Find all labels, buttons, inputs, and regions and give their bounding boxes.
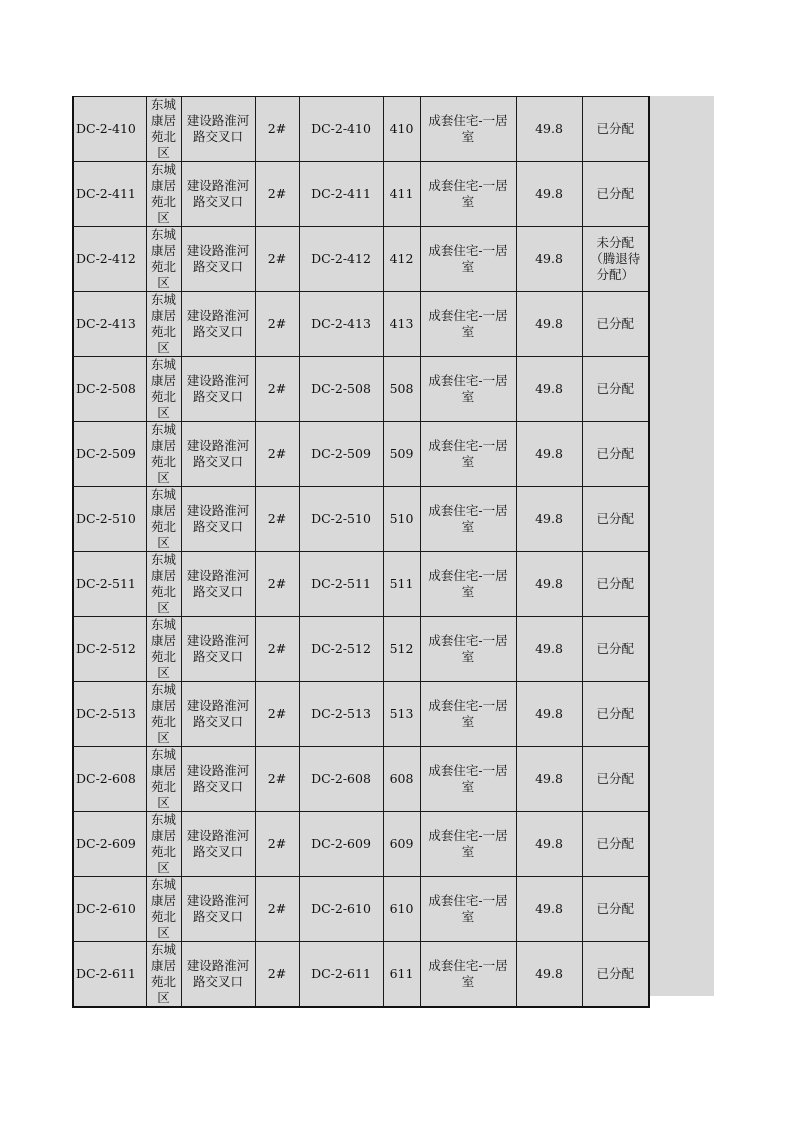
cell-room: 412	[383, 227, 420, 292]
table-row	[73, 877, 649, 942]
cell-status: 已分配	[582, 357, 649, 422]
cell-location: 建设路淮河路交叉口	[181, 357, 255, 422]
cell-district: 东城康居苑北区	[146, 942, 181, 1008]
cell-area: 49.8	[516, 942, 582, 1008]
cell-unit-code: DC-2-411	[299, 162, 383, 227]
cell-area: 49.8	[516, 812, 582, 877]
cell-unit-code: DC-2-608	[299, 747, 383, 812]
cell-code: DC-2-513	[73, 682, 146, 747]
cell-area: 49.8	[516, 162, 582, 227]
cell-code: DC-2-512	[73, 617, 146, 682]
cell-location: 建设路淮河路交叉口	[181, 292, 255, 357]
cell-area: 49.8	[516, 292, 582, 357]
cell-status: 已分配	[582, 747, 649, 812]
cell-unit-code: DC-2-609	[299, 812, 383, 877]
cell-room: 413	[383, 292, 420, 357]
cell-unit-code: DC-2-509	[299, 422, 383, 487]
cell-room: 512	[383, 617, 420, 682]
cell-room: 509	[383, 422, 420, 487]
cell-building: 2#	[255, 487, 299, 552]
cell-building: 2#	[255, 617, 299, 682]
cell-building: 2#	[255, 682, 299, 747]
cell-unit-code: DC-2-512	[299, 617, 383, 682]
cell-location: 建设路淮河路交叉口	[181, 747, 255, 812]
cell-status: 已分配	[582, 682, 649, 747]
housing-allocation-table	[72, 96, 650, 1008]
cell-room: 610	[383, 877, 420, 942]
cell-location: 建设路淮河路交叉口	[181, 877, 255, 942]
cell-room: 511	[383, 552, 420, 617]
cell-district: 东城康居苑北区	[146, 97, 181, 162]
cell-location: 建设路淮河路交叉口	[181, 97, 255, 162]
cell-code: DC-2-508	[73, 357, 146, 422]
cell-location: 建设路淮河路交叉口	[181, 812, 255, 877]
cell-code: DC-2-611	[73, 942, 146, 1008]
cell-location: 建设路淮河路交叉口	[181, 617, 255, 682]
cell-area: 49.8	[516, 357, 582, 422]
table-row	[73, 357, 649, 422]
table-row	[73, 747, 649, 812]
cell-building: 2#	[255, 162, 299, 227]
table-row	[73, 552, 649, 617]
cell-code: DC-2-412	[73, 227, 146, 292]
table-row	[73, 227, 649, 292]
cell-status: 已分配	[582, 487, 649, 552]
cell-code: DC-2-610	[73, 877, 146, 942]
cell-location: 建设路淮河路交叉口	[181, 162, 255, 227]
cell-building: 2#	[255, 97, 299, 162]
cell-unit-code: DC-2-511	[299, 552, 383, 617]
cell-housing-type: 成套住宅-一居室	[420, 877, 516, 942]
cell-housing-type: 成套住宅-一居室	[420, 747, 516, 812]
cell-area: 49.8	[516, 97, 582, 162]
cell-housing-type: 成套住宅-一居室	[420, 227, 516, 292]
table-row	[73, 682, 649, 747]
cell-district: 东城康居苑北区	[146, 357, 181, 422]
cell-district: 东城康居苑北区	[146, 487, 181, 552]
cell-location: 建设路淮河路交叉口	[181, 552, 255, 617]
cell-housing-type: 成套住宅-一居室	[420, 812, 516, 877]
cell-code: DC-2-608	[73, 747, 146, 812]
cell-location: 建设路淮河路交叉口	[181, 682, 255, 747]
table-row	[73, 942, 649, 1008]
cell-area: 49.8	[516, 877, 582, 942]
cell-area: 49.8	[516, 552, 582, 617]
cell-district: 东城康居苑北区	[146, 422, 181, 487]
cell-room: 411	[383, 162, 420, 227]
cell-district: 东城康居苑北区	[146, 617, 181, 682]
cell-area: 49.8	[516, 617, 582, 682]
cell-location: 建设路淮河路交叉口	[181, 227, 255, 292]
cell-location: 建设路淮河路交叉口	[181, 487, 255, 552]
cell-area: 49.8	[516, 487, 582, 552]
cell-location: 建设路淮河路交叉口	[181, 422, 255, 487]
cell-unit-code: DC-2-508	[299, 357, 383, 422]
table-row	[73, 617, 649, 682]
cell-district: 东城康居苑北区	[146, 682, 181, 747]
cell-code: DC-2-609	[73, 812, 146, 877]
cell-housing-type: 成套住宅-一居室	[420, 292, 516, 357]
cell-unit-code: DC-2-413	[299, 292, 383, 357]
cell-district: 东城康居苑北区	[146, 552, 181, 617]
cell-area: 49.8	[516, 422, 582, 487]
table-row	[73, 422, 649, 487]
cell-unit-code: DC-2-610	[299, 877, 383, 942]
cell-status: 未分配（腾退待分配）	[582, 227, 649, 292]
cell-location: 建设路淮河路交叉口	[181, 942, 255, 1008]
cell-area: 49.8	[516, 227, 582, 292]
cell-district: 东城康居苑北区	[146, 747, 181, 812]
cell-building: 2#	[255, 357, 299, 422]
cell-code: DC-2-413	[73, 292, 146, 357]
table-row	[73, 292, 649, 357]
cell-area: 49.8	[516, 747, 582, 812]
cell-unit-code: DC-2-611	[299, 942, 383, 1008]
cell-room: 508	[383, 357, 420, 422]
cell-status: 已分配	[582, 552, 649, 617]
cell-room: 609	[383, 812, 420, 877]
table-row	[73, 487, 649, 552]
cell-housing-type: 成套住宅-一居室	[420, 682, 516, 747]
cell-housing-type: 成套住宅-一居室	[420, 617, 516, 682]
cell-housing-type: 成套住宅-一居室	[420, 97, 516, 162]
cell-building: 2#	[255, 812, 299, 877]
cell-unit-code: DC-2-510	[299, 487, 383, 552]
cell-district: 东城康居苑北区	[146, 812, 181, 877]
cell-district: 东城康居苑北区	[146, 227, 181, 292]
table-row	[73, 97, 649, 162]
cell-area: 49.8	[516, 682, 582, 747]
cell-code: DC-2-509	[73, 422, 146, 487]
cell-district: 东城康居苑北区	[146, 877, 181, 942]
cell-building: 2#	[255, 552, 299, 617]
cell-status: 已分配	[582, 812, 649, 877]
cell-room: 513	[383, 682, 420, 747]
cell-code: DC-2-510	[73, 487, 146, 552]
cell-unit-code: DC-2-412	[299, 227, 383, 292]
table-row	[73, 162, 649, 227]
cell-housing-type: 成套住宅-一居室	[420, 162, 516, 227]
cell-housing-type: 成套住宅-一居室	[420, 487, 516, 552]
cell-unit-code: DC-2-410	[299, 97, 383, 162]
cell-status: 已分配	[582, 422, 649, 487]
table-row	[73, 812, 649, 877]
cell-housing-type: 成套住宅-一居室	[420, 942, 516, 1008]
cell-building: 2#	[255, 942, 299, 1008]
cell-housing-type: 成套住宅-一居室	[420, 422, 516, 487]
cell-housing-type: 成套住宅-一居室	[420, 357, 516, 422]
cell-status: 已分配	[582, 97, 649, 162]
cell-status: 已分配	[582, 877, 649, 942]
cell-status: 已分配	[582, 617, 649, 682]
cell-building: 2#	[255, 747, 299, 812]
cell-room: 410	[383, 97, 420, 162]
cell-code: DC-2-511	[73, 552, 146, 617]
cell-room: 608	[383, 747, 420, 812]
cell-room: 611	[383, 942, 420, 1008]
cell-status: 已分配	[582, 162, 649, 227]
cell-room: 510	[383, 487, 420, 552]
cell-status: 已分配	[582, 942, 649, 1008]
cell-district: 东城康居苑北区	[146, 292, 181, 357]
cell-building: 2#	[255, 877, 299, 942]
cell-code: DC-2-411	[73, 162, 146, 227]
cell-housing-type: 成套住宅-一居室	[420, 552, 516, 617]
cell-code: DC-2-410	[73, 97, 146, 162]
cell-status: 已分配	[582, 292, 649, 357]
cell-district: 东城康居苑北区	[146, 162, 181, 227]
cell-unit-code: DC-2-513	[299, 682, 383, 747]
cell-building: 2#	[255, 422, 299, 487]
cell-building: 2#	[255, 227, 299, 292]
cell-building: 2#	[255, 292, 299, 357]
